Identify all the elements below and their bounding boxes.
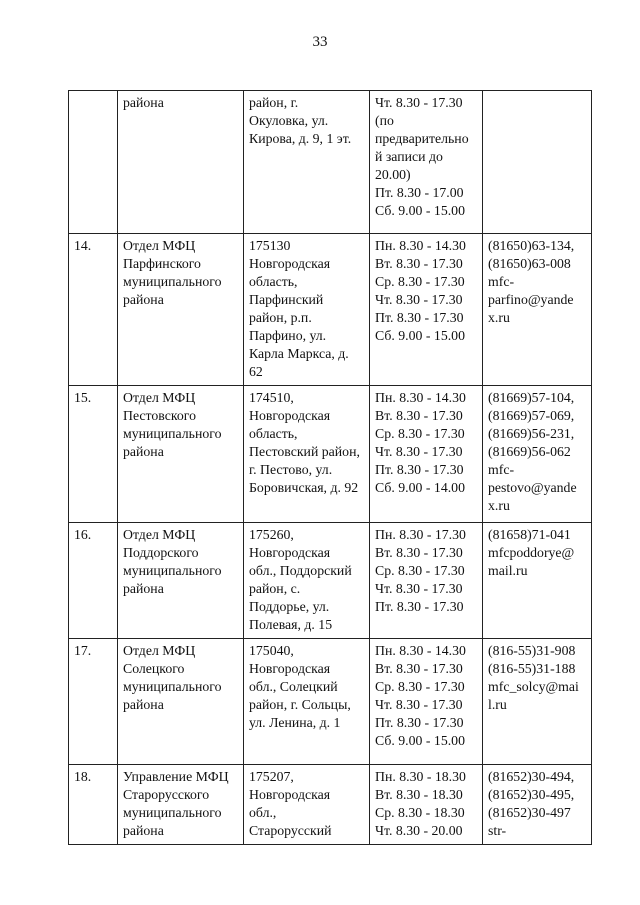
- office-name-line: Парфинского: [123, 256, 201, 271]
- address-line: 175040,: [249, 643, 294, 658]
- address-line: обл., Поддорский: [249, 563, 352, 578]
- hours-line: 20.00): [375, 167, 411, 182]
- contacts-line: (81669)56-062: [488, 444, 571, 459]
- page-number: 33: [312, 34, 328, 50]
- contacts-line: (81652)30-495,: [488, 787, 575, 802]
- contacts-cell: [483, 91, 592, 234]
- contacts-line: (81669)57-069,: [488, 408, 575, 423]
- address-line: 175260,: [249, 527, 294, 542]
- office-name-cell: [118, 639, 244, 765]
- hours-line: предварительно: [375, 131, 469, 146]
- contacts-line: (81669)57-104,: [488, 390, 575, 405]
- address-line: Новгородская: [249, 408, 331, 423]
- hours-line: Сб. 9.00 - 14.00: [375, 480, 465, 495]
- hours-line: Сб. 9.00 - 15.00: [375, 733, 465, 748]
- hours-line: Ср. 8.30 - 17.30: [375, 426, 465, 441]
- office-name-line: района: [123, 95, 164, 110]
- contacts-line: mfc-: [488, 274, 515, 289]
- office-name-line: муниципального: [123, 563, 222, 578]
- office-name-cell: [118, 765, 244, 845]
- address-line: 175130: [249, 238, 291, 253]
- contacts-line: str-: [488, 823, 507, 838]
- table-row: [69, 523, 592, 639]
- address-cell: [244, 386, 370, 523]
- address-line: Старорусский: [249, 823, 332, 838]
- table-row: [69, 91, 592, 234]
- hours-line: Пн. 8.30 - 17.30: [375, 527, 466, 542]
- address-cell: [244, 523, 370, 639]
- address-cell: [244, 234, 370, 386]
- hours-line: Чт. 8.30 - 17.30: [375, 95, 463, 110]
- contacts-cell: [483, 234, 592, 386]
- address-line: ул. Ленина, д. 1: [249, 715, 341, 730]
- hours-line: Чт. 8.30 - 17.30: [375, 697, 463, 712]
- table-row: [69, 639, 592, 765]
- hours-line: Пт. 8.30 - 17.30: [375, 310, 464, 325]
- address-line: район, р.п.: [249, 310, 312, 325]
- hours-line: Чт. 8.30 - 17.30: [375, 292, 463, 307]
- office-name-line: муниципального: [123, 679, 222, 694]
- address-line: Новгородская: [249, 256, 331, 271]
- address-cell: [244, 765, 370, 845]
- hours-cell: [370, 234, 483, 386]
- table-body: [69, 91, 592, 845]
- hours-line: Сб. 9.00 - 15.00: [375, 203, 465, 218]
- contacts-cell: [483, 386, 592, 523]
- table-row: [69, 234, 592, 386]
- contacts-line: x.ru: [488, 498, 510, 513]
- address-line: Новгородская: [249, 787, 331, 802]
- contacts-line: (81652)30-494,: [488, 769, 575, 784]
- contacts-line: (81650)63-008: [488, 256, 571, 271]
- address-line: Пестовский район,: [249, 444, 360, 459]
- row-number: 17.: [74, 643, 92, 658]
- hours-line: Чт. 8.30 - 17.30: [375, 581, 463, 596]
- office-name-line: района: [123, 823, 164, 838]
- hours-cell: [370, 523, 483, 639]
- contacts-line: parfino@yande: [488, 292, 574, 307]
- row-number-cell: [69, 234, 118, 386]
- hours-line: Пн. 8.30 - 14.30: [375, 238, 466, 253]
- contacts-line: (816-55)31-188: [488, 661, 576, 676]
- office-name-line: Пестовского: [123, 408, 196, 423]
- office-name-cell: [118, 523, 244, 639]
- table-row: [69, 765, 592, 845]
- contacts-line: mfc-: [488, 462, 515, 477]
- row-number: 14.: [74, 238, 92, 253]
- office-name-line: муниципального: [123, 805, 222, 820]
- office-name-line: Отдел МФЦ: [123, 643, 196, 658]
- office-name-line: Поддорского: [123, 545, 199, 560]
- row-number-cell: [69, 386, 118, 523]
- hours-line: Ср. 8.30 - 18.30: [375, 805, 465, 820]
- office-name-cell: [118, 91, 244, 234]
- contacts-cell: [483, 639, 592, 765]
- hours-line: Пт. 8.30 - 17.30: [375, 715, 464, 730]
- address-line: Боровичская, д. 92: [249, 480, 359, 495]
- hours-line: Вт. 8.30 - 18.30: [375, 787, 463, 802]
- contacts-line: (816-55)31-908: [488, 643, 576, 658]
- address-cell: [244, 91, 370, 234]
- hours-line: Пн. 8.30 - 14.30: [375, 643, 466, 658]
- address-line: Кирова, д. 9, 1 эт.: [249, 131, 352, 146]
- address-line: 175207,: [249, 769, 294, 784]
- address-line: Новгородская: [249, 545, 331, 560]
- address-line: Окуловка, ул.: [249, 113, 329, 128]
- office-name-line: Отдел МФЦ: [123, 390, 196, 405]
- hours-line: Ср. 8.30 - 17.30: [375, 563, 465, 578]
- row-number: 18.: [74, 769, 92, 784]
- office-name-line: района: [123, 444, 164, 459]
- contacts-line: mfcpoddorye@: [488, 545, 575, 560]
- office-name-cell: [118, 234, 244, 386]
- hours-line: Вт. 8.30 - 17.30: [375, 256, 463, 271]
- address-line: Парфинский: [249, 292, 324, 307]
- address-line: район, с.: [249, 581, 301, 596]
- office-name-line: Отдел МФЦ: [123, 527, 196, 542]
- address-line: район, г.: [249, 95, 299, 110]
- hours-line: й записи до: [375, 149, 443, 164]
- address-line: Новгородская: [249, 661, 331, 676]
- contacts-line: mail.ru: [488, 563, 528, 578]
- address-line: Поддорье, ул.: [249, 599, 330, 614]
- office-name-line: Солецкого: [123, 661, 185, 676]
- address-cell: [244, 639, 370, 765]
- hours-cell: [370, 765, 483, 845]
- hours-line: (по: [375, 113, 394, 128]
- address-line: 174510,: [249, 390, 294, 405]
- row-number: 16.: [74, 527, 92, 542]
- address-line: г. Пестово, ул.: [249, 462, 333, 477]
- contacts-line: x.ru: [488, 310, 510, 325]
- contacts-line: (81652)30-497: [488, 805, 571, 820]
- address-line: обл.,: [249, 805, 277, 820]
- hours-line: Пн. 8.30 - 18.30: [375, 769, 466, 784]
- address-line: Полевая, д. 15: [249, 617, 333, 632]
- contacts-line: pestovo@yande: [488, 480, 577, 495]
- contacts-line: (81650)63-134,: [488, 238, 575, 253]
- address-line: Карла Маркса, д.: [249, 346, 349, 361]
- hours-line: Пт. 8.30 - 17.30: [375, 462, 464, 477]
- address-line: область,: [249, 426, 298, 441]
- address-line: обл., Солецкий: [249, 679, 338, 694]
- mfc-offices-table: [68, 90, 592, 845]
- row-number-cell: [69, 639, 118, 765]
- office-name-line: Отдел МФЦ: [123, 238, 196, 253]
- row-number-cell: [69, 765, 118, 845]
- office-name-line: Старорусского: [123, 787, 210, 802]
- contacts-line: (81658)71-041: [488, 527, 571, 542]
- address-line: Парфино, ул.: [249, 328, 327, 343]
- office-name-line: муниципального: [123, 426, 222, 441]
- hours-line: Чт. 8.30 - 17.30: [375, 444, 463, 459]
- contacts-line: l.ru: [488, 697, 507, 712]
- office-name-line: района: [123, 292, 164, 307]
- hours-line: Вт. 8.30 - 17.30: [375, 661, 463, 676]
- address-line: 62: [249, 364, 263, 379]
- row-number: 15.: [74, 390, 92, 405]
- hours-line: Пт. 8.30 - 17.00: [375, 185, 464, 200]
- hours-line: Чт. 8.30 - 20.00: [375, 823, 463, 838]
- contacts-line: (81669)56-231,: [488, 426, 575, 441]
- hours-line: Ср. 8.30 - 17.30: [375, 274, 465, 289]
- contacts-cell: [483, 765, 592, 845]
- office-name-cell: [118, 386, 244, 523]
- hours-cell: [370, 639, 483, 765]
- address-line: район, г. Сольцы,: [249, 697, 351, 712]
- hours-line: Пт. 8.30 - 17.30: [375, 599, 464, 614]
- hours-cell: [370, 386, 483, 523]
- hours-line: Вт. 8.30 - 17.30: [375, 408, 463, 423]
- address-line: область,: [249, 274, 298, 289]
- hours-line: Вт. 8.30 - 17.30: [375, 545, 463, 560]
- hours-line: Пн. 8.30 - 14.30: [375, 390, 466, 405]
- row-number-cell: [69, 523, 118, 639]
- contacts-cell: [483, 523, 592, 639]
- hours-line: Сб. 9.00 - 15.00: [375, 328, 465, 343]
- office-name-line: Управление МФЦ: [123, 769, 229, 784]
- table-row: [69, 386, 592, 523]
- office-name-line: района: [123, 581, 164, 596]
- office-name-line: района: [123, 697, 164, 712]
- hours-line: Ср. 8.30 - 17.30: [375, 679, 465, 694]
- office-name-line: муниципального: [123, 274, 222, 289]
- hours-cell: [370, 91, 483, 234]
- contacts-line: mfc_solcy@mai: [488, 679, 579, 694]
- row-number-cell: [69, 91, 118, 234]
